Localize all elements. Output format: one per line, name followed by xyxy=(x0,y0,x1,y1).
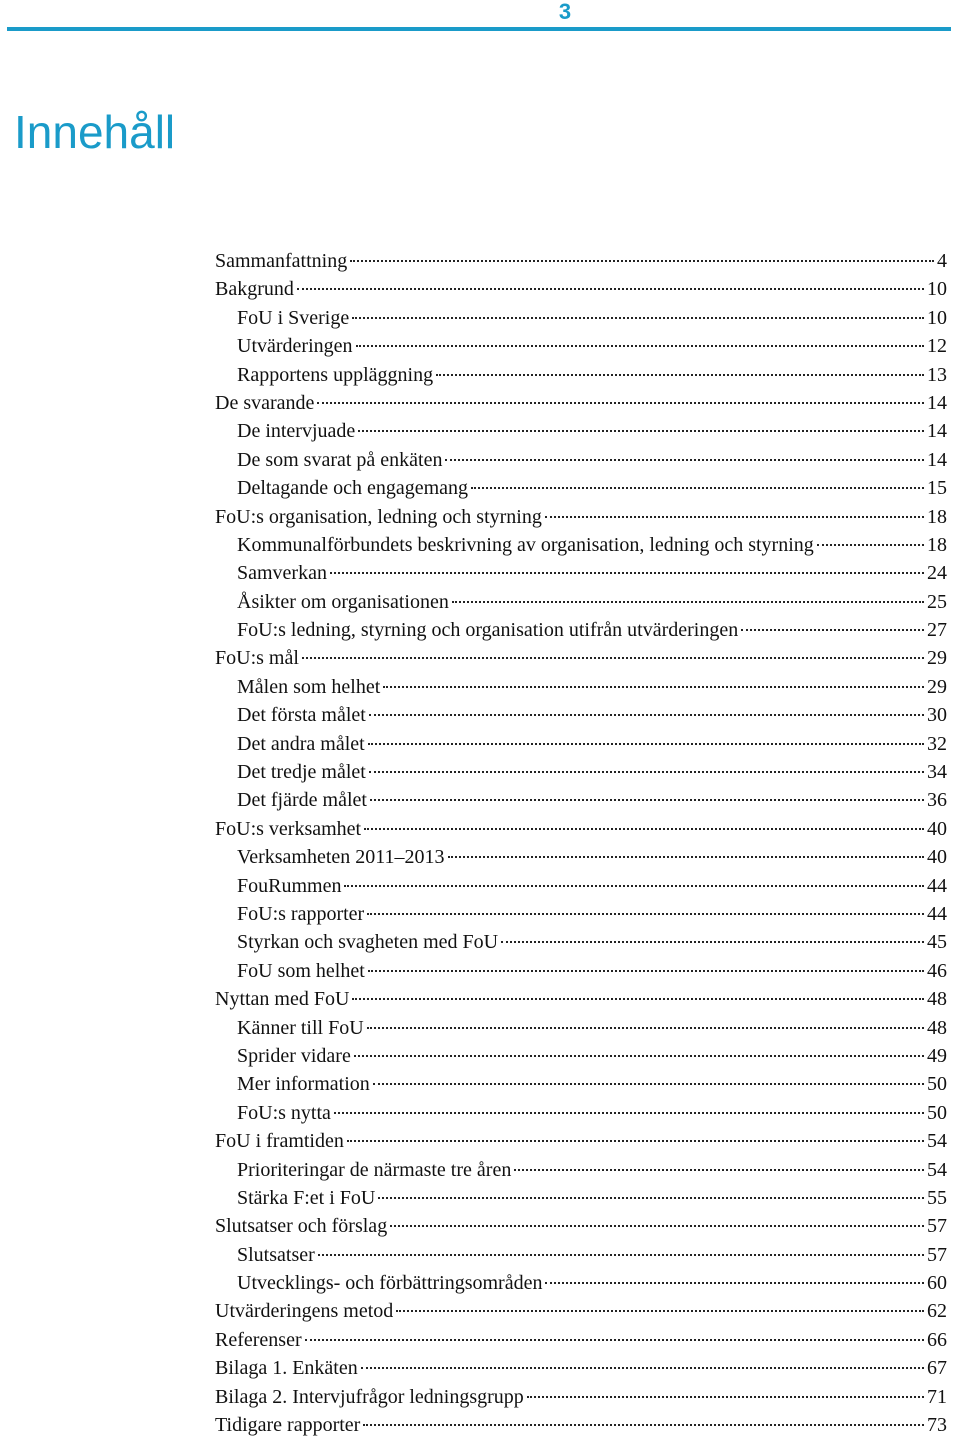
toc-entry[interactable] xyxy=(215,1383,947,1411)
toc-dot-leader xyxy=(317,402,924,404)
toc-dot-leader xyxy=(545,516,924,518)
toc-dot-leader xyxy=(741,629,924,631)
toc-entry-label: Rapportens uppläggning xyxy=(237,363,434,386)
toc-entry-label: Kommunalförbundets beskrivning av organisation, ledning och styrning xyxy=(237,533,814,556)
toc-entry-label: Prioriteringar de närmaste tre åren xyxy=(237,1158,512,1181)
toc-entry-page-number: 55 xyxy=(927,1186,947,1209)
toc-dot-leader xyxy=(305,1339,924,1341)
toc-entry-label: Slutsatser xyxy=(237,1243,315,1266)
toc-entry-page-number: 14 xyxy=(927,420,947,443)
toc-dot-leader xyxy=(318,1254,924,1256)
toc-entry-page-number: 67 xyxy=(927,1357,947,1380)
toc-entry-label: Tidigare rapporter xyxy=(215,1414,361,1437)
toc-dot-leader xyxy=(334,1112,924,1114)
toc-dot-leader xyxy=(436,374,924,376)
toc-entry[interactable] xyxy=(215,673,947,701)
toc-dot-leader xyxy=(373,1083,924,1085)
toc-entry-label: FoU i framtiden xyxy=(215,1130,344,1153)
toc-entry-page-number: 40 xyxy=(927,817,947,840)
toc-entry-page-number: 24 xyxy=(927,562,947,585)
toc-entry[interactable] xyxy=(215,758,947,786)
toc-entry-label: Känner till FoU xyxy=(237,1016,364,1039)
toc-entry-page-number: 27 xyxy=(927,619,947,642)
toc-entry-label: Nyttan med FoU xyxy=(215,988,350,1011)
toc-dot-leader xyxy=(347,1140,924,1142)
toc-entry-page-number: 29 xyxy=(927,647,947,670)
toc-entry-label: Det första målet xyxy=(237,704,366,727)
toc-dot-leader xyxy=(356,345,924,347)
toc-dot-leader xyxy=(445,459,924,461)
toc-entry[interactable] xyxy=(215,1014,947,1042)
toc-dot-leader xyxy=(368,970,924,972)
toc-entry[interactable] xyxy=(215,644,947,672)
toc-entry-label: FoU:s mål xyxy=(215,647,299,670)
toc-entry-page-number: 18 xyxy=(927,533,947,556)
toc-entry-label: Det andra målet xyxy=(237,732,365,755)
toc-entry-page-number: 60 xyxy=(927,1272,947,1295)
toc-entry-label: Målen som helhet xyxy=(237,675,381,698)
toc-dot-leader xyxy=(448,856,924,858)
toc-dot-leader xyxy=(344,885,924,887)
toc-entry-label: Utvärderingen xyxy=(237,335,353,358)
toc-entry-page-number: 15 xyxy=(927,477,947,500)
toc-entry-label: FoU:s ledning, styrning och organisation utifrån utvärderingen xyxy=(237,619,739,642)
toc-entry-label: FoU som helhet xyxy=(237,959,365,982)
toc-entry[interactable] xyxy=(215,503,947,531)
toc-entry-label: Referenser xyxy=(215,1328,302,1351)
toc-entry-page-number: 48 xyxy=(927,988,947,1011)
toc-entry-label: Deltagande och engagemang xyxy=(237,477,469,500)
toc-dot-leader xyxy=(363,1424,924,1426)
toc-entry-label: Det tredje målet xyxy=(237,761,366,784)
toc-entry-label: Sprider vidare xyxy=(237,1044,351,1067)
toc-entry[interactable] xyxy=(215,1269,947,1297)
toc-dot-leader xyxy=(390,1225,924,1227)
toc-entry-label: Sammanfattning xyxy=(215,250,348,272)
toc-entry[interactable] xyxy=(215,417,947,445)
toc-entry-page-number: 57 xyxy=(927,1215,947,1238)
toc-entry[interactable] xyxy=(215,1184,947,1212)
toc-entry-page-number: 40 xyxy=(927,846,947,869)
toc-entry-page-number: 46 xyxy=(927,959,947,982)
toc-entry[interactable] xyxy=(215,389,947,417)
toc-dot-leader xyxy=(352,998,924,1000)
toc-dot-leader xyxy=(297,288,924,290)
toc-dot-leader xyxy=(354,1055,924,1057)
toc-entry[interactable] xyxy=(215,474,947,502)
toc-dot-leader xyxy=(545,1282,924,1284)
toc-entry[interactable] xyxy=(215,446,947,474)
toc-entry-label: Mer information xyxy=(237,1073,370,1096)
toc-dot-leader xyxy=(369,771,924,773)
toc-dot-leader xyxy=(358,430,924,432)
toc-entry-page-number: 32 xyxy=(927,732,947,755)
toc-entry-page-number: 30 xyxy=(927,704,947,727)
toc-entry[interactable] xyxy=(215,361,947,389)
toc-entry-page-number: 57 xyxy=(927,1243,947,1266)
toc-dot-leader xyxy=(367,913,924,915)
toc-entry-label: De intervjuade xyxy=(237,420,356,443)
toc-dot-leader xyxy=(817,544,924,546)
toc-dot-leader xyxy=(452,601,924,603)
toc-entry[interactable] xyxy=(215,928,947,956)
toc-entry-label: FoU:s organisation, ledning och styrning xyxy=(215,505,542,528)
toc-entry-page-number: 50 xyxy=(927,1073,947,1096)
toc-entry[interactable] xyxy=(215,786,947,814)
toc-entry-page-number: 18 xyxy=(927,505,947,528)
toc-dot-leader xyxy=(367,1027,924,1029)
toc-entry[interactable] xyxy=(215,304,947,332)
toc-entry-label: Styrkan och svagheten med FoU xyxy=(237,931,499,954)
toc-dot-leader xyxy=(383,686,924,688)
toc-dot-leader xyxy=(501,941,924,943)
toc-entry-label: FoU:s verksamhet xyxy=(215,817,362,840)
toc-entry-page-number: 12 xyxy=(927,335,947,358)
toc-entry[interactable] xyxy=(215,531,947,559)
toc-entry[interactable] xyxy=(215,1326,947,1354)
toc-entry[interactable] xyxy=(215,985,947,1013)
toc-entry-page-number: 54 xyxy=(927,1130,947,1153)
toc-entry-page-number: 14 xyxy=(927,391,947,414)
toc-entry-label: De svarande xyxy=(215,391,315,414)
toc-entry-label: Samverkan xyxy=(237,562,327,585)
toc-entry[interactable] xyxy=(215,843,947,871)
toc-entry-page-number: 4 xyxy=(937,250,947,272)
toc-entry[interactable] xyxy=(215,616,947,644)
toc-dot-leader xyxy=(352,317,924,319)
toc-entry[interactable] xyxy=(215,559,947,587)
toc-entry-label: FouRummen xyxy=(237,874,342,897)
toc-entry[interactable] xyxy=(215,588,947,616)
toc-entry-page-number: 73 xyxy=(927,1414,947,1437)
toc-entry[interactable] xyxy=(215,1241,947,1269)
toc-entry-label: Bilaga 2. Intervjufrågor ledningsgrupp xyxy=(215,1385,524,1408)
toc-dot-leader xyxy=(396,1310,924,1312)
toc-entry[interactable] xyxy=(215,1156,947,1184)
toc-entry-page-number: 49 xyxy=(927,1044,947,1067)
toc-entry-page-number: 10 xyxy=(927,306,947,329)
toc-dot-leader xyxy=(369,714,924,716)
toc-entry-page-number: 48 xyxy=(927,1016,947,1039)
toc-entry-label: Stärka F:et i FoU xyxy=(237,1186,376,1209)
toc-entry-label: Bilaga 1. Enkäten xyxy=(215,1357,358,1380)
toc-entry-page-number: 29 xyxy=(927,675,947,698)
toc-dot-leader xyxy=(378,1197,924,1199)
toc-entry[interactable] xyxy=(215,815,947,843)
page-title: Innehåll xyxy=(14,106,176,158)
table-of-contents xyxy=(215,247,947,1439)
toc-dot-leader xyxy=(302,657,924,659)
toc-entry-page-number: 44 xyxy=(927,902,947,925)
toc-entry[interactable] xyxy=(215,1099,947,1127)
toc-dot-leader xyxy=(368,743,924,745)
toc-entry-page-number: 71 xyxy=(927,1385,947,1408)
toc-dot-leader xyxy=(370,799,924,801)
toc-dot-leader xyxy=(330,572,924,574)
toc-entry[interactable] xyxy=(215,1212,947,1240)
toc-entry-page-number: 34 xyxy=(927,761,947,784)
toc-entry[interactable] xyxy=(215,900,947,928)
toc-entry-label: Det fjärde målet xyxy=(237,789,367,812)
toc-entry-page-number: 13 xyxy=(927,363,947,386)
toc-entry[interactable] xyxy=(215,332,947,360)
header-rule xyxy=(7,27,951,31)
toc-entry[interactable] xyxy=(215,730,947,758)
toc-entry-page-number: 45 xyxy=(927,931,947,954)
toc-entry-label: Utvecklings- och förbättringsområden xyxy=(237,1272,543,1295)
toc-dot-leader xyxy=(364,828,924,830)
toc-entry-page-number: 25 xyxy=(927,590,947,613)
toc-entry-page-number: 62 xyxy=(927,1300,947,1323)
toc-entry[interactable] xyxy=(215,957,947,985)
toc-entry[interactable] xyxy=(215,701,947,729)
toc-entry[interactable] xyxy=(215,1127,947,1155)
toc-entry[interactable] xyxy=(215,1354,947,1382)
toc-entry-label: Utvärderingens metod xyxy=(215,1300,394,1323)
toc-entry-page-number: 36 xyxy=(927,789,947,812)
toc-entry-label: Verksamheten 2011–2013 xyxy=(237,846,445,869)
toc-entry-label: FoU i Sverige xyxy=(237,306,350,329)
toc-entry-label: Slutsatser och förslag xyxy=(215,1215,388,1238)
toc-entry-label: FoU:s rapporter xyxy=(237,902,365,925)
toc-entry-page-number: 54 xyxy=(927,1158,947,1181)
toc-entry-label: Bakgrund xyxy=(215,278,294,301)
toc-dot-leader xyxy=(527,1396,924,1398)
toc-entry[interactable] xyxy=(215,1297,947,1325)
toc-entry-page-number: 14 xyxy=(927,448,947,471)
toc-entry-page-number: 10 xyxy=(927,278,947,301)
toc-entry-page-number: 44 xyxy=(927,874,947,897)
toc-entry[interactable] xyxy=(215,275,947,303)
toc-dot-leader xyxy=(361,1367,924,1369)
toc-entry[interactable] xyxy=(215,1070,947,1098)
toc-entry-label: De som svarat på enkäten xyxy=(237,448,443,471)
toc-entry-label: Åsikter om organisationen xyxy=(237,590,449,613)
toc-dot-leader xyxy=(471,487,924,489)
toc-entry-page-number: 50 xyxy=(927,1101,947,1124)
toc-entry-page-number: 66 xyxy=(927,1328,947,1351)
toc-entry[interactable] xyxy=(215,1042,947,1070)
toc-entry-label: FoU:s nytta xyxy=(237,1101,331,1124)
toc-entry[interactable] xyxy=(215,1411,947,1439)
toc-dot-leader xyxy=(350,260,934,262)
page-number: 3 xyxy=(558,0,572,24)
toc-dot-leader xyxy=(514,1169,924,1171)
toc-entry[interactable] xyxy=(215,247,947,275)
toc-entry[interactable] xyxy=(215,872,947,900)
